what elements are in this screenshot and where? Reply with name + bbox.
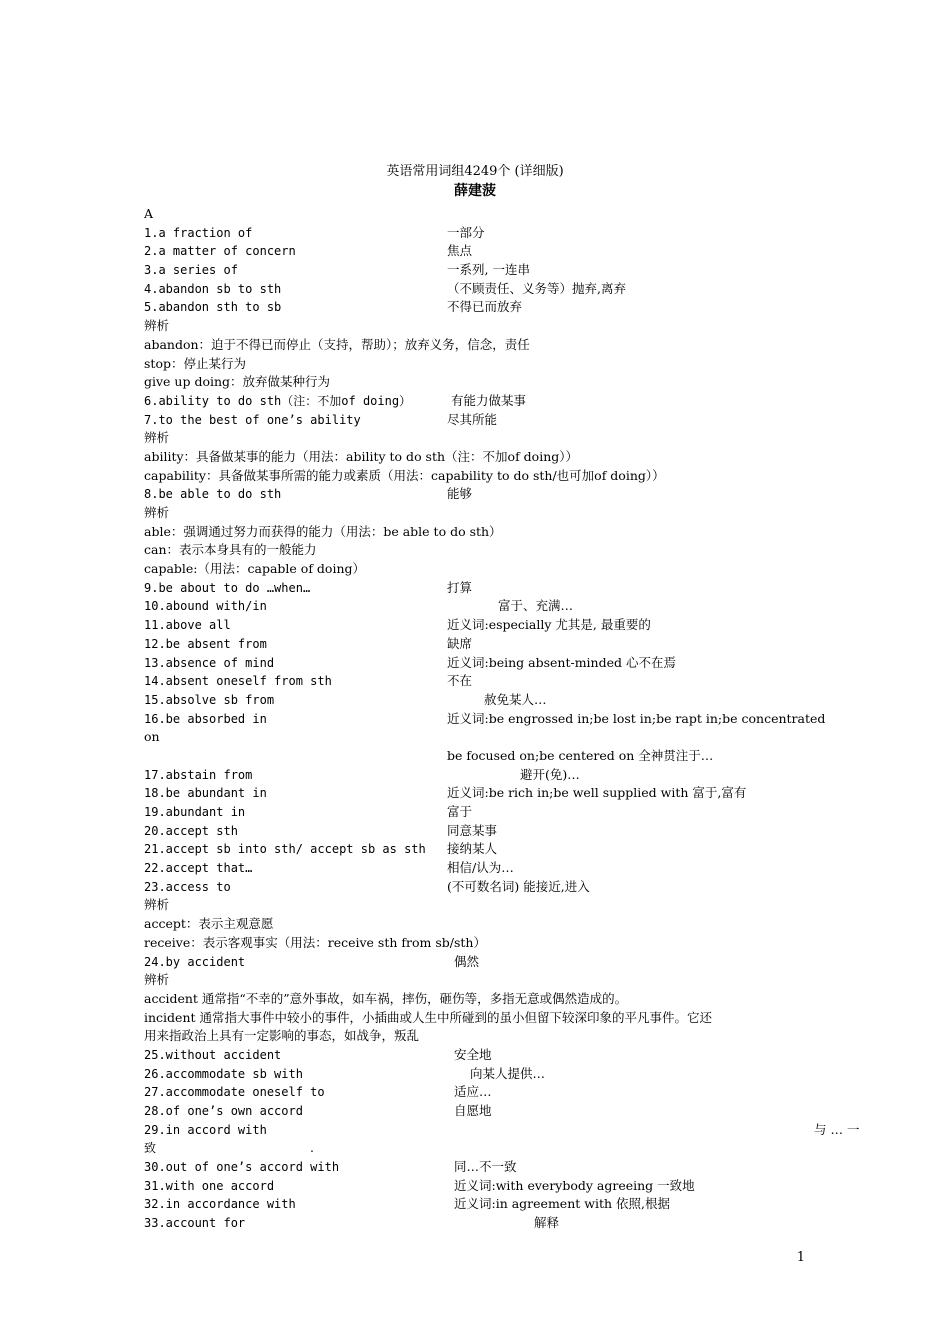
document-title: 英语常用词组4249个 (详细版) (386, 164, 564, 179)
entry-row (144, 1195, 884, 1214)
entry-phrase: 33.account for (144, 1216, 246, 1231)
entry-phrase: 16.be absorbed in (144, 711, 267, 726)
text-line: give up doing：放弃做某种行为 (144, 374, 331, 390)
entry-meaning: 偶然 (454, 953, 480, 969)
entry-row (144, 597, 884, 616)
entry-phrase: 31.with one accord (144, 1178, 275, 1193)
entry-meaning: 解释 (534, 1215, 560, 1231)
entry-phrase: 26.accommodate sb with (144, 1066, 303, 1081)
entry-meaning: 焦点 (447, 243, 473, 259)
entry-meaning: 不得已而放弃 (447, 299, 523, 315)
entry-meaning: 近义词:be engrossed in;be lost in;be rapt in;be concentrated (447, 710, 826, 726)
entry-row (144, 1158, 884, 1177)
entry-phrase: 14.absent oneself from sth (144, 674, 332, 689)
entry-row (144, 224, 884, 243)
entry-row (144, 840, 884, 859)
entry-phrase: 28.of one’s own accord (144, 1104, 303, 1118)
entry-phrase: 2.a matter of concern (144, 244, 296, 259)
text-line: receive：表示客观事实（用法：receive sth from sb/sth） (144, 934, 486, 950)
text-line: 辨析 (144, 972, 170, 988)
entry-meaning: 有能力做某事 (451, 392, 527, 408)
entry-phrase: 19.abundant in (144, 805, 246, 819)
entry-meaning: . (310, 1140, 314, 1156)
entry-meaning: 富于、充满… (498, 598, 574, 614)
entry-row (144, 411, 884, 430)
entry-row (144, 485, 884, 504)
entry-phrase: 8.be able to do sth (144, 487, 282, 502)
entry-phrase: 1.a fraction of (144, 225, 253, 240)
entry-meaning: 同意某事 (447, 822, 498, 838)
entry-row (144, 1121, 884, 1140)
entry-meaning: （不顾责任、义务等）抛弃,离弃 (447, 280, 626, 296)
entry-meaning: 一部分 (447, 224, 485, 240)
text-line: on (144, 729, 160, 745)
entry-phrase: 23.access to (144, 879, 231, 894)
text-line: capable:（用法：capable of doing） (144, 561, 365, 577)
entry-row (144, 691, 884, 710)
text-line: 辨析 (144, 318, 170, 334)
entry-row (144, 242, 884, 261)
entry-meaning: 近义词:especially 尤其是, 最重要的 (447, 617, 651, 633)
entry-phrase: 5.abandon sth to sb (144, 300, 282, 315)
entry-phrase: 致 (144, 1141, 157, 1156)
entry-row (144, 747, 884, 766)
entry-row (144, 1177, 884, 1196)
entry-meaning: 能够 (447, 486, 473, 502)
text-line: accept：表示主观意愿 (144, 916, 274, 932)
entry-row (144, 878, 884, 897)
text-line: A (144, 206, 154, 221)
entry-phrase: 32.in accordance with (144, 1197, 296, 1212)
entry-meaning: 近义词:with everybody agreeing 一致地 (454, 1177, 695, 1193)
entry-meaning: 与 … 一 (814, 1121, 860, 1137)
entry-meaning: 自愿地 (454, 1103, 492, 1118)
entry-row (144, 1102, 884, 1121)
entry-row (144, 1083, 884, 1102)
entry-row (144, 298, 884, 317)
text-line: accident 通常指“不幸的”意外事故，如车祸，摔伤，砸伤等，多指无意或偶然造成的。 (144, 990, 628, 1006)
entry-phrase: 3.a series of (144, 263, 238, 278)
entry-row (144, 261, 884, 280)
entry-meaning: 接纳某人 (447, 841, 498, 857)
entry-phrase: 24.by accident (144, 954, 246, 969)
entry-row (144, 392, 884, 411)
entry-meaning: 适应… (454, 1084, 492, 1100)
entry-meaning: 赦免某人… (484, 691, 547, 707)
entry-phrase: 17.abstain from (144, 767, 253, 782)
entry-meaning: 缺席 (447, 635, 473, 651)
entry-meaning: 富于 (447, 804, 473, 819)
entry-row (144, 1139, 884, 1158)
entry-meaning: 一系列, 一连串 (447, 262, 530, 278)
text-line: stop：停止某行为 (144, 355, 246, 371)
entry-phrase: 30.out of one’s accord with (144, 1160, 340, 1175)
entry-meaning: 安全地 (454, 1046, 492, 1062)
page-number: 1 (796, 1250, 805, 1265)
entry-phrase: 11.above all (144, 618, 231, 633)
entry-row (144, 784, 884, 803)
entry-row (144, 280, 884, 299)
entry-row (144, 859, 884, 878)
entry-phrase: 25.without accident (144, 1047, 282, 1062)
entry-phrase: 21.accept sb into sth/ accept sb as sth (144, 842, 426, 857)
entry-meaning: (不可数名词) 能接近,进入 (447, 878, 590, 894)
entry-phrase: 27.accommodate oneself to (144, 1085, 325, 1100)
text-line: capability：具备做某事所需的能力或素质（用法：capability to do sth/也可加of doing）） (144, 467, 665, 483)
entry-phrase: 9.be about to do …when… (144, 580, 311, 595)
entry-row (144, 822, 884, 841)
entry-phrase: 12.be absent from (144, 636, 267, 651)
entry-row (144, 579, 884, 598)
entry-row (144, 1065, 884, 1084)
entry-phrase: 18.be abundant in (144, 786, 267, 801)
entry-row (144, 635, 884, 654)
text-line: abandon：迫于不得已而停止（支持，帮助）；放弃义务，信念，责任 (144, 336, 530, 352)
entry-phrase: 10.abound with/in (144, 599, 267, 614)
entry-row (144, 710, 884, 729)
entry-row (144, 1214, 884, 1233)
text-line: ability：具备做某事的能力（用法：ability to do sth（注：不加of doing）） (144, 448, 579, 464)
entry-row (144, 1046, 884, 1065)
entry-phrase: 13.absence of mind (144, 655, 275, 670)
entry-phrase: 6.ability to do sth（注：不加of doing） (144, 393, 412, 408)
document-author: 薛建菠 (454, 183, 496, 199)
document-body (144, 205, 884, 1233)
text-line: 辨析 (144, 430, 170, 446)
entry-row (144, 803, 884, 822)
entry-phrase: 4.abandon sb to sth (144, 281, 282, 296)
entry-row (144, 672, 884, 691)
entry-phrase: 7.to the best of one’s ability (144, 412, 361, 427)
text-line: 辨析 (144, 505, 170, 520)
text-line: 辨析 (144, 897, 170, 913)
entry-meaning: 打算 (447, 579, 473, 595)
entry-meaning: 相信/认为… (447, 860, 514, 876)
entry-phrase: 15.absolve sb from (144, 692, 275, 707)
entry-row (144, 766, 884, 785)
entry-meaning: be focused on;be centered on 全神贯注于… (447, 747, 714, 763)
entry-phrase: 22.accept that… (144, 861, 253, 876)
entry-meaning: 近义词:being absent-minded 心不在焉 (447, 654, 676, 670)
entry-meaning: 近义词:in agreement with 依照,根据 (454, 1196, 670, 1212)
entry-meaning: 尽其所能 (447, 411, 498, 427)
entry-phrase: 20.accept sth (144, 823, 238, 838)
entry-row (144, 953, 884, 972)
text-line: able：强调通过努力而获得的能力（用法：be able to do sth） (144, 523, 502, 539)
entry-meaning: 避开(免)… (520, 766, 580, 782)
entry-meaning: 不在 (447, 673, 473, 689)
entry-meaning: 向某人提供… (470, 1065, 546, 1081)
entry-row (144, 654, 884, 673)
text-line: can：表示本身具有的一般能力 (144, 542, 317, 558)
text-line: 用来指政治上具有一定影响的事态，如战争，叛乱 (144, 1028, 420, 1044)
entry-meaning: 近义词:be rich in;be well supplied with 富于,富有 (447, 785, 747, 801)
entry-row (144, 616, 884, 635)
entry-phrase: 29.in accord with (144, 1122, 267, 1137)
entry-meaning: 同…不一致 (454, 1159, 517, 1175)
text-line: incident 通常指大事件中较小的事件，小插曲或人生中所碰到的虽小但留下较深印象的平凡事件。它还 (144, 1009, 712, 1025)
